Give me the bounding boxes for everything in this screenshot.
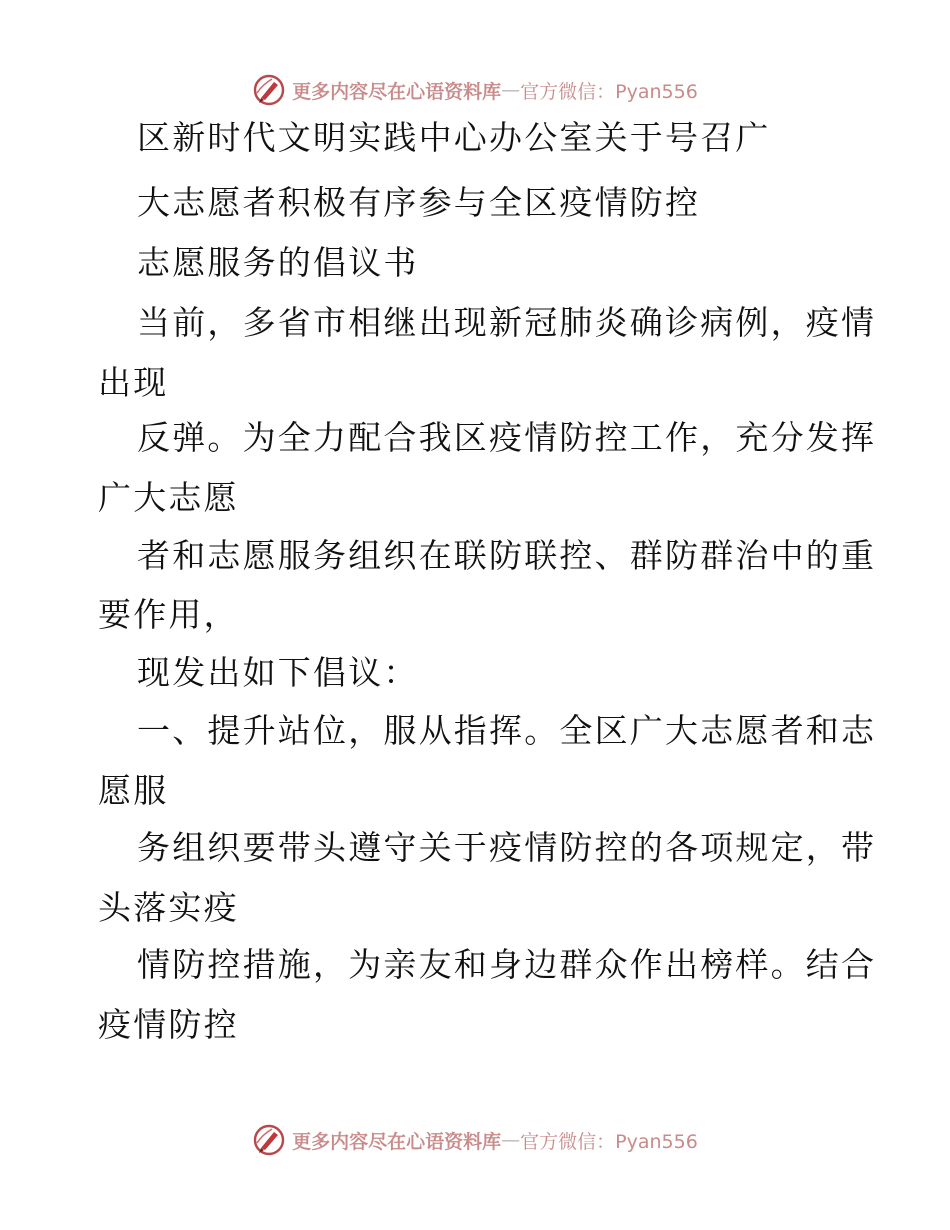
- quill-pen-logo-icon: [252, 1123, 286, 1157]
- paragraph-line: 反弹。为全力配合我区疫情防控工作，充分发挥: [137, 418, 877, 457]
- paragraph-line: 当前，多省市相继出现新冠肺炎确诊病例，疫情: [137, 303, 877, 342]
- paragraph-line: 要作用，: [98, 595, 239, 634]
- watermark-wechat: 官方微信：Pyan556: [520, 1130, 698, 1153]
- header-watermark: [0, 70, 950, 110]
- watermark-separator: —: [501, 79, 521, 101]
- watermark-text: 更多内容尽在心语资料库: [292, 1130, 502, 1153]
- title-line-2: 大志愿者积极有序参与全区疫情防控: [137, 183, 701, 222]
- paragraph-line: 务组织要带头遵守关于疫情防控的各项规定，带: [137, 828, 877, 867]
- watermark-text: 更多内容尽在心语资料库: [292, 80, 502, 103]
- paragraph-line: 广大志愿: [98, 478, 239, 517]
- paragraph-line: 者和志愿服务组织在联防联控、群防群治中的重: [137, 536, 877, 575]
- watermark-separator: —: [501, 1129, 521, 1151]
- paragraph-line: 头落实疫: [98, 888, 239, 927]
- paragraph-line: 情防控措施，为亲友和身边群众作出榜样。结合: [137, 945, 877, 984]
- paragraph-line: 一、提升站位，服从指挥。全区广大志愿者和志: [137, 711, 877, 750]
- footer-watermark: [0, 1120, 950, 1160]
- title-line-1: 区新时代文明实践中心办公室关于号召广: [137, 118, 771, 157]
- watermark-wechat: 官方微信：Pyan556: [520, 80, 698, 103]
- title-line-3: 志愿服务的倡议书: [137, 243, 419, 282]
- paragraph-line: 愿服: [98, 771, 169, 810]
- paragraph-line: 现发出如下倡议：: [137, 653, 419, 692]
- quill-pen-logo-icon: [252, 73, 286, 107]
- paragraph-line: 出现: [98, 363, 169, 402]
- paragraph-line: 疫情防控: [98, 1005, 239, 1044]
